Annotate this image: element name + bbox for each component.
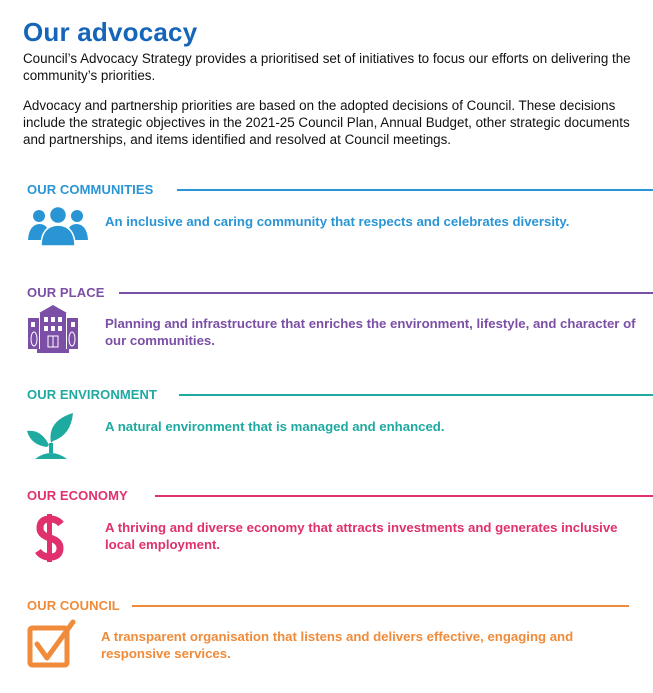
section-economy (27, 488, 653, 570)
dollar-icon (35, 512, 65, 569)
building-icon (27, 303, 79, 360)
section-header (27, 387, 653, 403)
section-label: OUR PLACE (27, 285, 110, 300)
divider-line (155, 495, 653, 497)
section-description: A natural environment that is managed and enhanced. (105, 419, 445, 434)
detail-paragraph: Advocacy and partnership priorities are based on the adopted decisions of Council. These decisions include the strategic objectives in the 2021-25 Council Plan, Annual Budget, other strategic documents and partnerships, and items identified and resolved at Council meetings. (23, 98, 630, 147)
page-title: Our advocacy (23, 17, 198, 47)
section-description: A thriving and diverse economy that attracts investments and generates inclusive local employment. (105, 520, 618, 552)
section-communities (27, 182, 653, 252)
divider-line (177, 189, 653, 191)
section-label: OUR ECONOMY (27, 488, 134, 503)
section-header (27, 488, 653, 504)
section-label: OUR ENVIRONMENT (27, 387, 160, 402)
section-header (27, 285, 653, 301)
section-label: OUR COUNCIL (27, 598, 126, 613)
section-council (27, 598, 653, 678)
section-label: OUR COMMUNITIES (27, 182, 159, 197)
section-description: An inclusive and caring community that respects and celebrates diversity. (105, 214, 570, 229)
section-header (27, 598, 653, 614)
people-group-icon (27, 206, 89, 251)
seedling-icon (27, 409, 77, 466)
section-place (27, 285, 653, 360)
divider-line (119, 292, 653, 294)
divider-line (179, 394, 653, 396)
section-header (27, 182, 653, 198)
intro-paragraph: Council’s Advocacy Strategy provides a prioritised set of initiatives to focus our efforts on delivering the community’s priorities. (23, 51, 631, 83)
divider-line (132, 605, 629, 607)
section-description: Planning and infrastructure that enriches the environment, lifestyle, and character of our communities. (105, 316, 636, 348)
section-environment (27, 387, 653, 457)
section-description: A transparent organisation that listens and delivers effective, engaging and responsive services. (101, 629, 574, 661)
checkbox-icon (27, 618, 79, 675)
